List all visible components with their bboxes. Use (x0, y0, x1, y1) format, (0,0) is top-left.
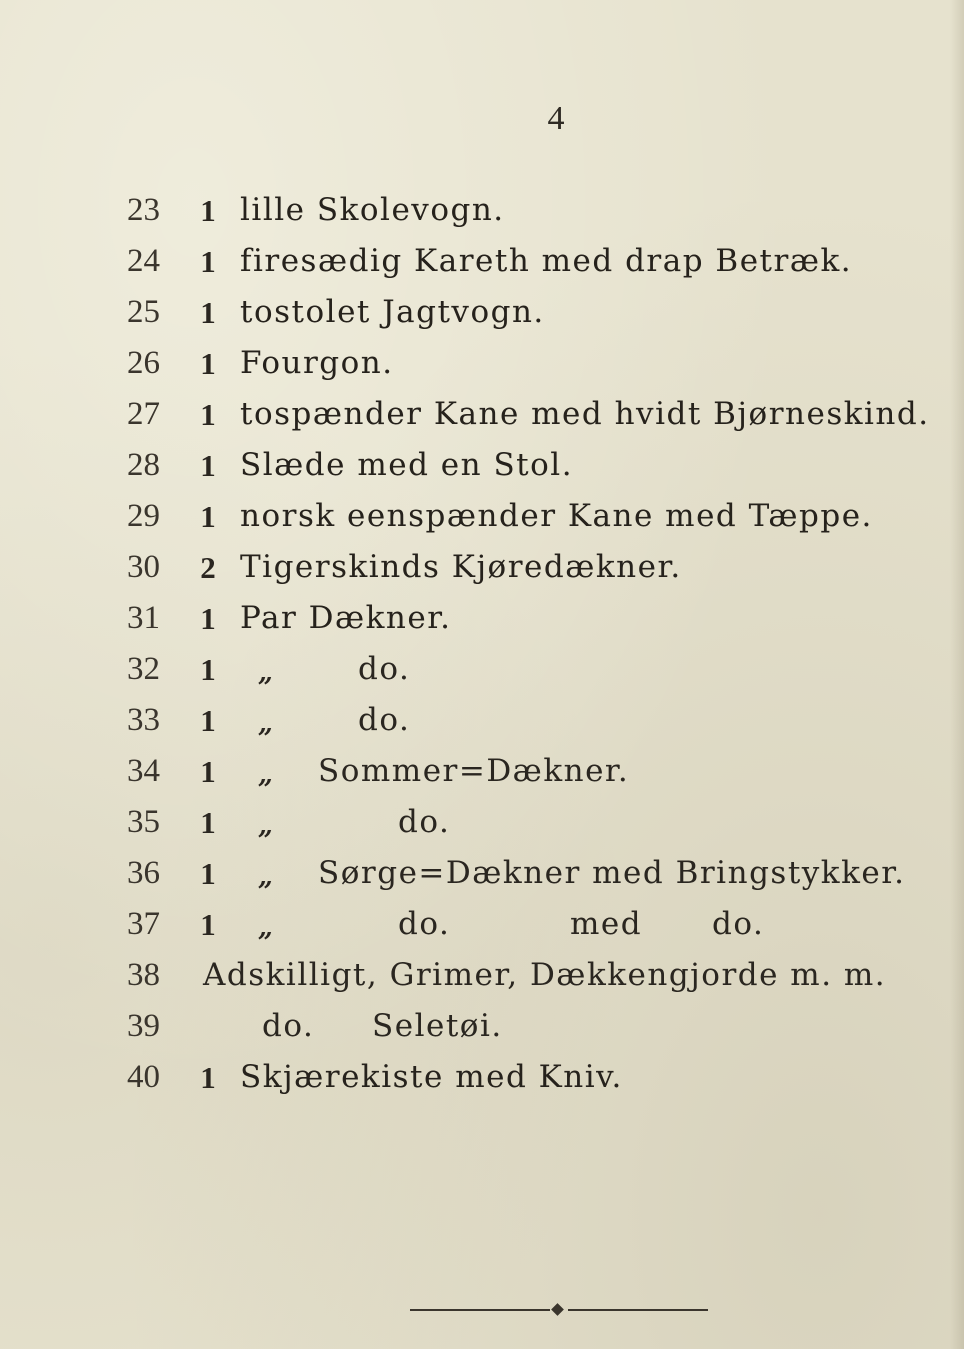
item-description: Tigerskinds Kjøredækner. (240, 549, 682, 585)
item-quantity: 1 (200, 754, 216, 789)
item-description-ditto: do. (398, 906, 451, 942)
item-description-ditto: do. (262, 1008, 315, 1044)
list-item (0, 695, 964, 746)
item-quantity: 1 (200, 907, 216, 942)
item-quantity: 1 (200, 295, 216, 330)
list-item (0, 950, 964, 1001)
item-quantity: 1 (200, 193, 216, 228)
item-number: 37 (127, 906, 160, 942)
item-quantity: 1 (200, 448, 216, 483)
list-item (0, 644, 964, 695)
item-quantity: 1 (200, 499, 216, 534)
item-quantity: 1 (200, 805, 216, 840)
item-quantity: 1 (200, 703, 216, 738)
item-description-ditto: do. (712, 906, 765, 942)
ditto-mark: „ (258, 658, 273, 688)
item-description: Sommer=Dækner. (318, 753, 630, 789)
item-description: lille Skolevogn. (240, 192, 505, 228)
list-item (0, 389, 964, 440)
item-number: 27 (127, 396, 160, 432)
list-item (0, 1052, 964, 1103)
item-description: Sørge=Dækner med Bringstykker. (318, 855, 906, 891)
item-number: 40 (127, 1059, 160, 1095)
list-item (0, 899, 964, 950)
item-description: Slæde med en Stol. (240, 447, 574, 483)
ornamental-rule (410, 1302, 708, 1318)
item-description: Skjærekiste med Kniv. (240, 1059, 623, 1095)
item-description: tospænder Kane med hvidt Bjørneskind. (240, 396, 930, 432)
item-quantity: 1 (200, 346, 216, 381)
list-item (0, 491, 964, 542)
list-item (0, 746, 964, 797)
page-number: 4 (547, 100, 565, 137)
item-number: 32 (127, 651, 160, 687)
list-item (0, 440, 964, 491)
item-description: do. (358, 702, 411, 738)
rule-line-right (568, 1309, 708, 1311)
item-quantity: 1 (200, 244, 216, 279)
list-item (0, 185, 964, 236)
list-item (0, 797, 964, 848)
ditto-mark: „ (258, 760, 273, 790)
diamond-ornament-icon (551, 1303, 564, 1316)
item-number: 36 (127, 855, 160, 891)
item-quantity: 1 (200, 652, 216, 687)
item-number: 25 (127, 294, 160, 330)
ditto-mark: „ (258, 862, 273, 892)
item-description: Seletøi. (372, 1008, 503, 1044)
item-number: 26 (127, 345, 160, 381)
list-item (0, 1001, 964, 1052)
item-description: norsk eenspænder Kane med Tæppe. (240, 498, 873, 534)
list-item (0, 287, 964, 338)
ditto-mark: „ (258, 811, 273, 841)
list-item (0, 542, 964, 593)
item-quantity: 1 (200, 1060, 216, 1095)
item-quantity: 1 (200, 397, 216, 432)
item-number: 29 (127, 498, 160, 534)
item-quantity: 1 (200, 601, 216, 636)
item-number: 31 (127, 600, 160, 636)
item-number: 33 (127, 702, 160, 738)
ditto-mark: „ (258, 913, 273, 943)
item-number: 23 (127, 192, 160, 228)
item-number: 39 (127, 1008, 160, 1044)
item-number: 30 (127, 549, 160, 585)
item-number: 38 (127, 957, 160, 993)
item-number: 24 (127, 243, 160, 279)
item-quantity: 1 (200, 856, 216, 891)
item-description: do. (358, 651, 411, 687)
item-description-connector: med (570, 906, 643, 942)
item-number: 34 (127, 753, 160, 789)
item-description: tostolet Jagtvogn. (240, 294, 545, 330)
item-description: firesædig Kareth med drap Betræk. (240, 243, 853, 279)
rule-line-left (410, 1309, 550, 1311)
item-number: 35 (127, 804, 160, 840)
item-description: Adskilligt, Grimer, Dækkengjorde m. m. (203, 957, 887, 993)
item-quantity: 2 (200, 550, 216, 585)
ditto-mark: „ (258, 709, 273, 739)
inventory-list (0, 185, 964, 1103)
item-number: 28 (127, 447, 160, 483)
item-description: do. (398, 804, 451, 840)
list-item (0, 338, 964, 389)
item-description: Fourgon. (240, 345, 394, 381)
item-description: Par Dækner. (240, 600, 452, 636)
list-item (0, 848, 964, 899)
list-item (0, 236, 964, 287)
list-item (0, 593, 964, 644)
